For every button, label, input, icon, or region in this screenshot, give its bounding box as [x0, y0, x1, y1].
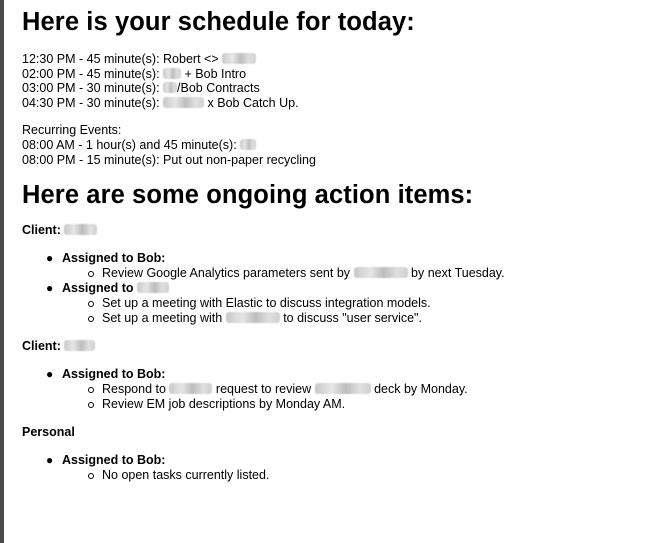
circle-bullet-icon [88, 402, 94, 408]
task-item [62, 468, 632, 483]
task-list [62, 468, 632, 483]
task-list [62, 266, 632, 281]
circle-bullet-icon [88, 271, 94, 277]
event-text: 02:00 PM - 45 minute(s): [22, 66, 160, 81]
assignee-item [22, 281, 632, 326]
task-list [62, 296, 632, 326]
assignee-list [22, 367, 632, 412]
bullet-icon: ● [46, 453, 54, 468]
recurring-event [22, 138, 632, 153]
email-body [22, 0, 632, 483]
assignee-label: Assigned to [62, 281, 134, 296]
assignee-list [22, 251, 632, 326]
task-list [62, 382, 632, 412]
schedule-event [22, 67, 632, 82]
client-label [22, 223, 632, 238]
task-text: No open tasks currently listed. [102, 468, 270, 483]
task-text: Set up a meeting with Elastic to discuss integration models. [102, 296, 431, 311]
assignee-item [22, 453, 632, 483]
schedule-event [22, 52, 632, 67]
schedule-list [22, 52, 632, 110]
bullet-icon: ● [46, 251, 54, 266]
task-item [62, 296, 632, 311]
circle-bullet-icon [88, 301, 94, 307]
event-text: 04:30 PM - 30 minute(s): [22, 95, 160, 110]
assignee-item [22, 251, 632, 281]
redacted-text [169, 383, 212, 394]
action-items-heading: Here are some ongoing action items: [22, 181, 474, 210]
circle-bullet-icon [88, 473, 94, 479]
task-item [62, 311, 632, 326]
client-label [22, 339, 632, 354]
redacted-text [240, 139, 256, 150]
recurring-label: Recurring Events: [22, 123, 122, 138]
schedule-event [22, 96, 632, 111]
task-item [62, 266, 632, 281]
task-text: deck by Monday. [374, 382, 468, 397]
bullet-icon: ● [46, 281, 54, 296]
schedule-heading: Here is your schedule for today: [22, 8, 415, 36]
redacted-text [163, 97, 204, 108]
redacted-text [226, 312, 280, 323]
schedule-event [22, 81, 632, 96]
recurring-events [22, 123, 632, 167]
task-text: Respond to [102, 382, 166, 397]
redacted-text [222, 53, 256, 64]
redacted-text [163, 82, 177, 93]
event-text: 08:00 AM - 1 hour(s) and 45 minute(s): [22, 137, 237, 152]
circle-bullet-icon [88, 316, 94, 322]
client-label-text: Client: [22, 339, 61, 354]
redacted-text [315, 383, 371, 394]
client-label-text: Client: [22, 223, 61, 238]
task-text: by next Tuesday. [411, 266, 505, 281]
bullet-icon: ● [46, 367, 54, 382]
redacted-text [64, 224, 97, 235]
task-text: request to review [215, 382, 312, 397]
event-text: + Bob Intro [184, 66, 247, 81]
redacted-text [354, 267, 408, 278]
window-left-edge [0, 0, 4, 543]
redacted-text [163, 68, 181, 79]
redacted-text [64, 340, 95, 351]
event-text: /Bob Contracts [177, 81, 260, 96]
assignee-item [22, 367, 632, 412]
event-text: 03:00 PM - 30 minute(s): [22, 81, 160, 96]
circle-bullet-icon [88, 387, 94, 393]
assignee-label: Assigned to Bob: [62, 453, 166, 468]
task-text: Review EM job descriptions by Monday AM. [102, 397, 346, 412]
task-item [62, 382, 632, 397]
event-text: x Bob Catch Up. [207, 95, 299, 110]
task-item [62, 397, 632, 412]
personal-label [22, 425, 632, 440]
client-label-text: Personal [22, 425, 75, 440]
assignee-list [22, 453, 632, 483]
task-text: Review Google Analytics parameters sent by [102, 266, 351, 281]
redacted-text [137, 282, 169, 293]
assignee-label: Assigned to Bob: [62, 251, 166, 266]
task-text: Set up a meeting with [102, 311, 223, 326]
event-text: 12:30 PM - 45 minute(s): Robert <> [22, 52, 219, 66]
task-text: to discuss "user service". [283, 311, 422, 326]
event-text: 08:00 PM - 15 minute(s): Put out non-paper recycling [22, 152, 316, 167]
assignee-label: Assigned to Bob: [62, 367, 166, 382]
recurring-event [22, 153, 632, 168]
